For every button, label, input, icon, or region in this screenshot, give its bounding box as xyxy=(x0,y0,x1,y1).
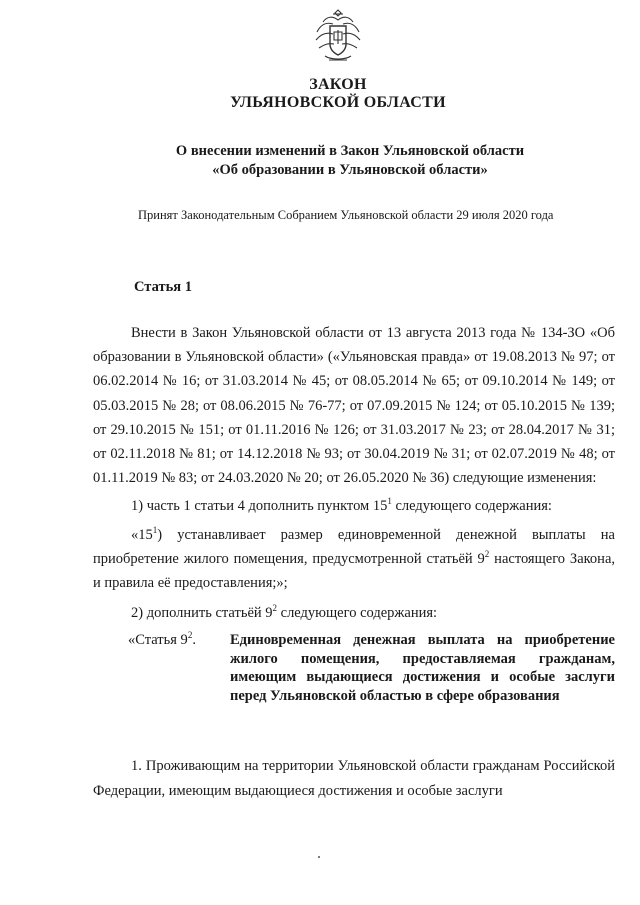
article-heading: Статья 1 xyxy=(134,279,192,295)
amendment-quote-1: «$15^1$) устанавливает размер единовременной денежной выплаты на приобретение жилого помещения, предусмотренной статьёй $9^2$ настоящего Закона, и правила её предоставления;»; xyxy=(93,524,616,592)
article-body xyxy=(93,321,615,803)
law-title xyxy=(0,76,640,112)
amendment-item-2: 2) дополнить статьёй $9^2$ следующего содержания: xyxy=(131,603,438,622)
new-article-label: «Статья $9^2$. xyxy=(128,630,196,649)
coat-of-arms-emblem-icon xyxy=(313,6,363,64)
new-article-point-1: 1. Проживающим на территории Ульяновской области гражданам Российской Федерации, имеющим выдающиеся достижения и особые заслуги xyxy=(93,758,615,799)
law-subject-line2: «Об образовании в Ульяновской области» xyxy=(212,162,488,178)
article-intro: Внести в Закон Ульяновской области от 13 августа 2013 года № 134-ЗО «Об образовании в Ульяновской области» («Ульяновская правда» от 19.08.2013 № 97; от 06.02.2014 № 16; от 31.03.2014 № 45; от 08.05.2014 № 65; от 09.10.2014 № 149; от 05.03.2015 № 28; от 08.06.2015 № 76-77; от 07.09.2015 № 124; от 05.10.2015 № 139; от 29.10.2015 № 151; от 01.11.2016 № 126; от 31.03.2017 № 23; от 28.04.2017 № 31; от 02.11.2018 № 81; от 14.12.2018 № 93; от 30.04.2019 № 31; от 02.07.2019 № 48; от 01.11.2019 № 83; от 24.03.2020 № 20; от 26.05.2020 № 36) следующие изменения: xyxy=(93,325,615,487)
law-subject xyxy=(0,142,640,180)
new-article-title: Единовременная денежная выплата на приобретение жилого помещения, предоставляемая гражданам, имеющим выдающиеся достижения и особые заслуги перед Ульяновской областью в сфере образования xyxy=(230,632,615,704)
adoption-note: Принят Законодательным Собранием Ульяновской области 29 июля 2020 года xyxy=(138,208,554,222)
law-subject-line1: О внесении изменений в Закон Ульяновской области xyxy=(175,143,525,159)
law-title-line2: УЛЬЯНОВСКОЙ ОБЛАСТИ xyxy=(230,94,446,111)
new-article-9-2 xyxy=(93,631,615,721)
amendment-item-1: 1) часть 1 статьи 4 дополнить пунктом $15^1$ следующего содержания: xyxy=(131,496,552,515)
law-title-line1: ЗАКОН xyxy=(309,76,367,93)
scan-speck xyxy=(318,856,320,858)
